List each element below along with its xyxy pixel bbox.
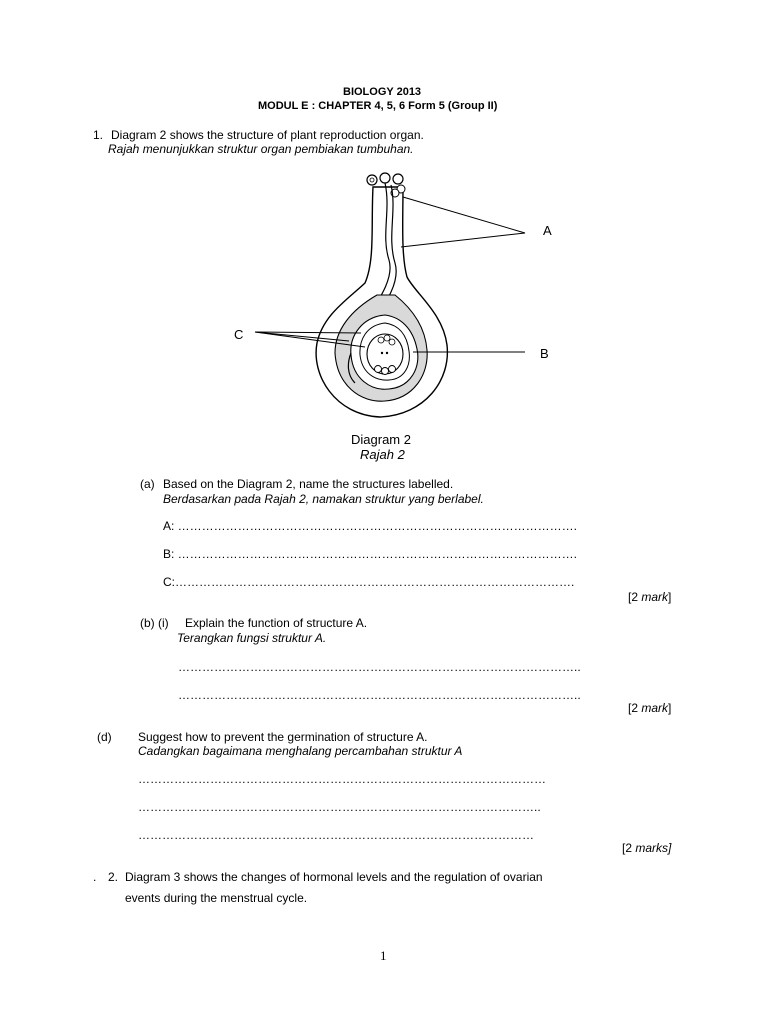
part-d-text-ms: Cadangkan bagaimana menghalang percambahan struktur A <box>138 744 463 758</box>
pointer-a-2 <box>401 233 525 247</box>
stigma-lobe <box>393 174 403 184</box>
answer-line-b2[interactable]: ……………………………………………………………………………………….. <box>178 688 581 702</box>
question-1-number: 1. <box>93 128 104 142</box>
part-b-text-en: Explain the function of structure A. <box>185 616 368 630</box>
question-2-number: 2. <box>108 870 119 884</box>
diagram-label-c: C <box>234 327 244 342</box>
question-2-text-line2: events during the menstrual cycle. <box>125 891 308 905</box>
part-d-marks: [2 marks] <box>622 841 672 855</box>
answer-line-a[interactable]: A: ………………………………………………………………………………………. <box>163 519 578 533</box>
question-1-intro-ms: Rajah menunjukkan struktur organ pembiakan tumbuhan. <box>108 142 414 156</box>
stigma-lobe <box>380 173 390 183</box>
answer-line-b1[interactable]: ……………………………………………………………………………………….. <box>178 660 581 674</box>
part-a-marks: [2 mark] <box>628 590 672 604</box>
diagram-label-b: B <box>540 346 549 361</box>
part-d-text-en: Suggest how to prevent the germination of structure A. <box>138 730 428 744</box>
pointer-a-1 <box>403 197 525 233</box>
antipodal-cell <box>378 337 384 343</box>
answer-line-c[interactable]: C:………………………………………………………………………………………. <box>163 575 575 589</box>
part-b-label: (b) (i) <box>140 616 169 630</box>
diagram-2-pistil <box>225 165 565 430</box>
question-2-text-line1: Diagram 3 shows the changes of hormonal levels and the regulation of ovarian <box>125 870 543 884</box>
document-subtitle: MODUL E : CHAPTER 4, 5, 6 Form 5 (Group II) <box>258 100 498 112</box>
answer-line-d2[interactable]: ……………………………………………………………………………………….. <box>138 800 541 814</box>
part-b-marks: [2 mark] <box>628 701 672 715</box>
egg-cell <box>375 366 382 373</box>
diagram-caption-ms: Rajah 2 <box>360 447 405 462</box>
part-a-text-ms: Berdasarkan pada Rajah 2, namakan struktur yang berlabel. <box>163 492 484 506</box>
part-a-text-en: Based on the Diagram 2, name the structures labelled. <box>163 477 454 491</box>
answer-line-b[interactable]: B: ………………………………………………………………………………………. <box>163 547 578 561</box>
answer-line-d1[interactable]: ………………………………………………………………………………………… <box>138 772 546 786</box>
diagram-caption-en: Diagram 2 <box>351 432 411 447</box>
document-title: BIOLOGY 2013 <box>343 86 422 98</box>
diagram-label-a: A <box>543 223 552 238</box>
question-1-intro-en: Diagram 2 shows the structure of plant reproduction organ. <box>111 128 424 142</box>
stigma-lobe <box>367 175 377 185</box>
polar-nuclei <box>381 352 383 354</box>
page-number: 1 <box>380 948 387 963</box>
part-b-text-ms: Terangkan fungsi struktur A. <box>177 631 327 645</box>
part-d-label: (d) <box>97 730 112 744</box>
answer-line-d3[interactable]: ……………………………………………………………………………………… <box>138 828 534 842</box>
part-a-label: (a) <box>140 477 155 491</box>
question-2-prefix: . <box>93 870 97 884</box>
